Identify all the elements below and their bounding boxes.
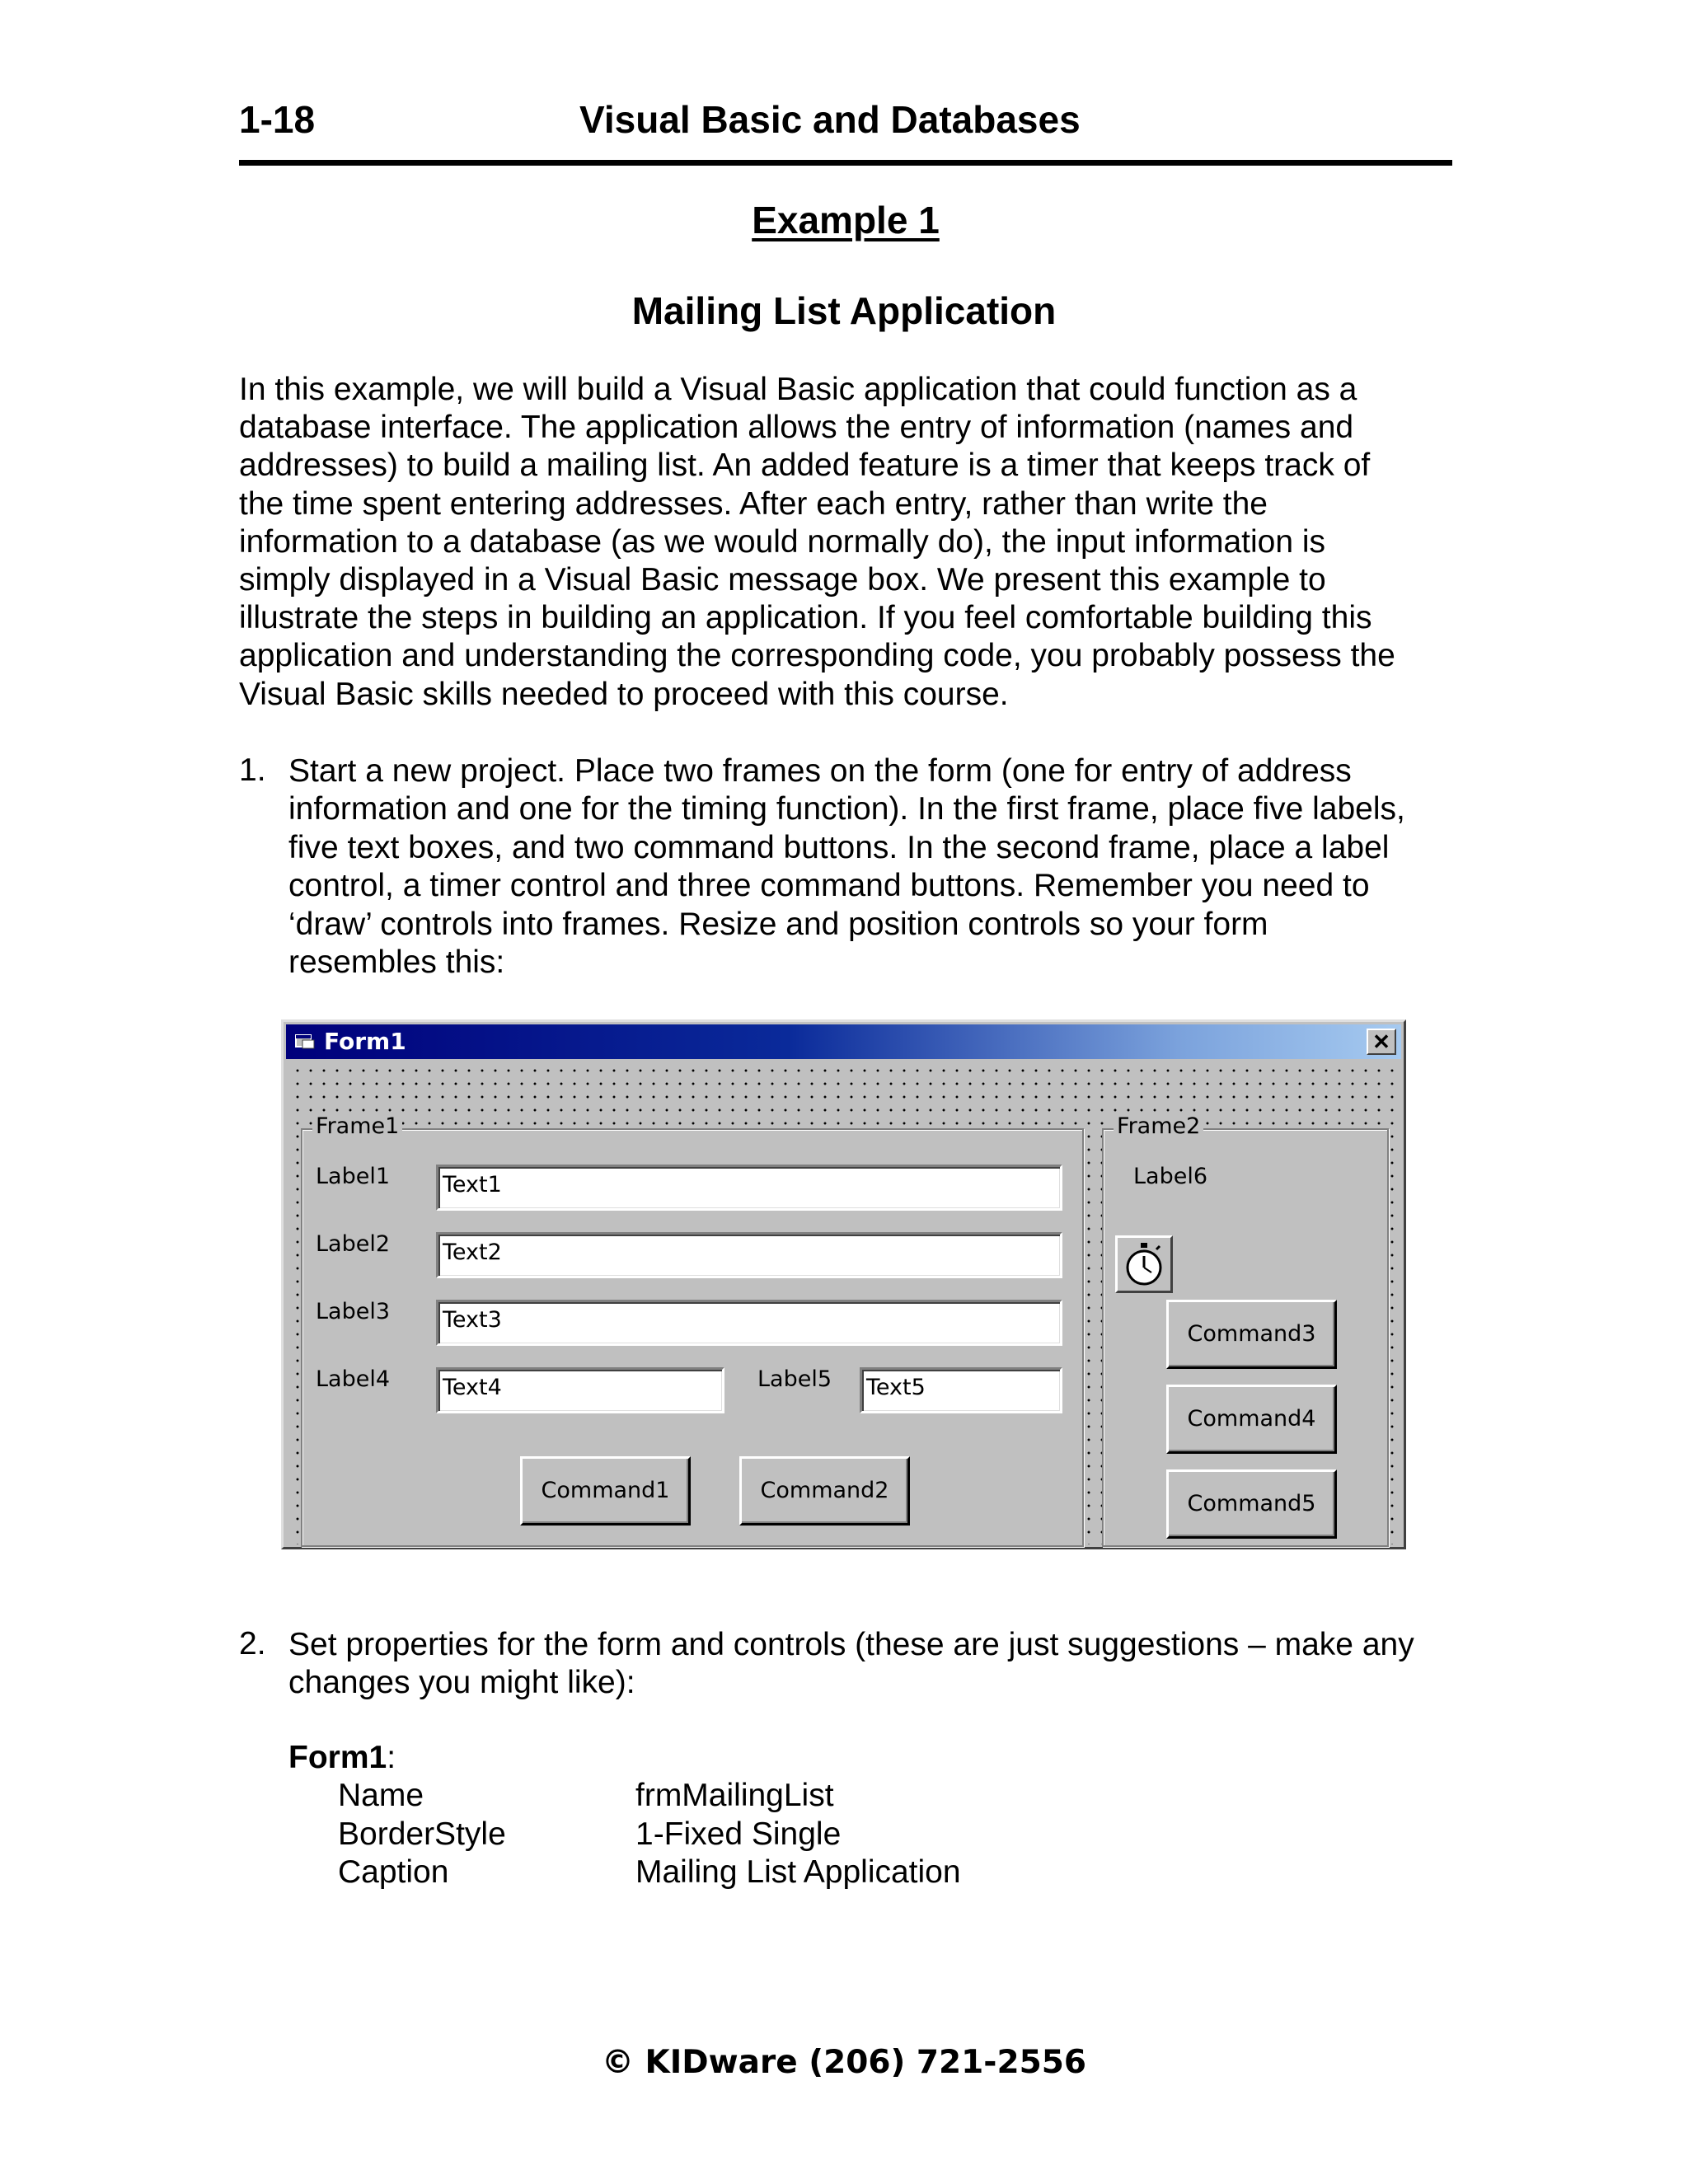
form-window xyxy=(281,1019,1406,1549)
property-row xyxy=(288,1854,961,1891)
command4-button[interactable]: Command4 xyxy=(1166,1385,1337,1454)
frame1 xyxy=(301,1113,1084,1547)
text2-input[interactable]: Text2 xyxy=(436,1232,1062,1278)
property-row xyxy=(288,1777,834,1815)
property-row xyxy=(288,1816,842,1854)
step-2-text: Set properties for the form and controls (these are just suggestions – make any changes you might like): xyxy=(288,1627,1414,1701)
form-client-area xyxy=(286,1059,1401,1544)
property-value: frmMailingList xyxy=(635,1778,834,1814)
example-title-text: Example 1 xyxy=(752,199,940,241)
label1: Label1 xyxy=(316,1164,391,1189)
form-title: Form1 xyxy=(324,1028,406,1055)
property-name: Name xyxy=(338,1778,424,1814)
step-1-text: Start a new project. Place two frames on the form (one for entry of address information and one for the timing function). In the first frame, place five labels, five text boxes, and two command buttons. In the second frame, place a label control, a timer control and three command buttons. Remember you need to ‘draw’ controls into frames. Resize and position controls so your form resembles this: xyxy=(288,753,1405,981)
form-titlebar[interactable] xyxy=(286,1024,1401,1059)
command1-button[interactable]: Command1 xyxy=(520,1456,691,1526)
properties-list xyxy=(288,1739,961,1892)
label6: Label6 xyxy=(1133,1164,1208,1189)
text5-input[interactable]: Text5 xyxy=(860,1367,1062,1413)
step-1-number: 1. xyxy=(239,752,266,788)
page-header xyxy=(239,97,1452,166)
command3-button[interactable]: Command3 xyxy=(1166,1300,1337,1369)
text3-input[interactable]: Text3 xyxy=(436,1300,1062,1346)
subtitle: Mailing List Application xyxy=(631,289,1057,332)
text4-input[interactable]: Text4 xyxy=(436,1367,724,1413)
label4: Label4 xyxy=(316,1366,391,1392)
label3: Label3 xyxy=(316,1299,391,1324)
frame1-caption: Frame1 xyxy=(312,1114,402,1139)
label2: Label2 xyxy=(316,1231,391,1257)
property-name: Caption xyxy=(338,1854,449,1891)
property-value: Mailing List Application xyxy=(635,1854,961,1891)
intro-paragraph: In this example, we will build a Visual Basic application that could function as a database interface. The application allows the entry of information (names and addresses) to build a mailing list. An added feature is a timer that keeps track of the time spent entering addresses. After each entry, rather than write the information to a database (as we would normally do), the input information is simply displayed in a Visual Basic message box. We present this example to illustrate the steps in building an application. If you feel comfortable building this application and understanding the corresponding code, you probably possess the Visual Basic skills needed to proceed with this course. xyxy=(239,372,1395,712)
close-button[interactable] xyxy=(1367,1029,1396,1055)
property-name: BorderStyle xyxy=(338,1816,506,1852)
properties-object-name: Form1 xyxy=(288,1740,387,1775)
step-2-number: 2. xyxy=(239,1626,266,1661)
stopwatch-icon xyxy=(1118,1238,1170,1291)
timer-control[interactable] xyxy=(1115,1235,1173,1293)
command5-button[interactable]: Command5 xyxy=(1166,1469,1337,1539)
close-icon: ✕ xyxy=(1372,1029,1390,1054)
book-title: Visual Basic and Databases xyxy=(579,98,1081,141)
label5: Label5 xyxy=(757,1366,832,1392)
property-value: 1-Fixed Single xyxy=(635,1816,842,1852)
text1-input[interactable]: Text1 xyxy=(436,1165,1062,1211)
example-title xyxy=(0,198,1688,242)
footer-copyright: © KIDware (206) 721-2556 xyxy=(601,2044,1087,2081)
properties-object: Form1: xyxy=(288,1740,396,1775)
page-number: 1-18 xyxy=(239,98,316,141)
command2-button[interactable]: Command2 xyxy=(739,1456,910,1526)
frame2 xyxy=(1102,1113,1389,1547)
form-icon xyxy=(294,1032,317,1052)
frame2-caption: Frame2 xyxy=(1114,1114,1203,1139)
